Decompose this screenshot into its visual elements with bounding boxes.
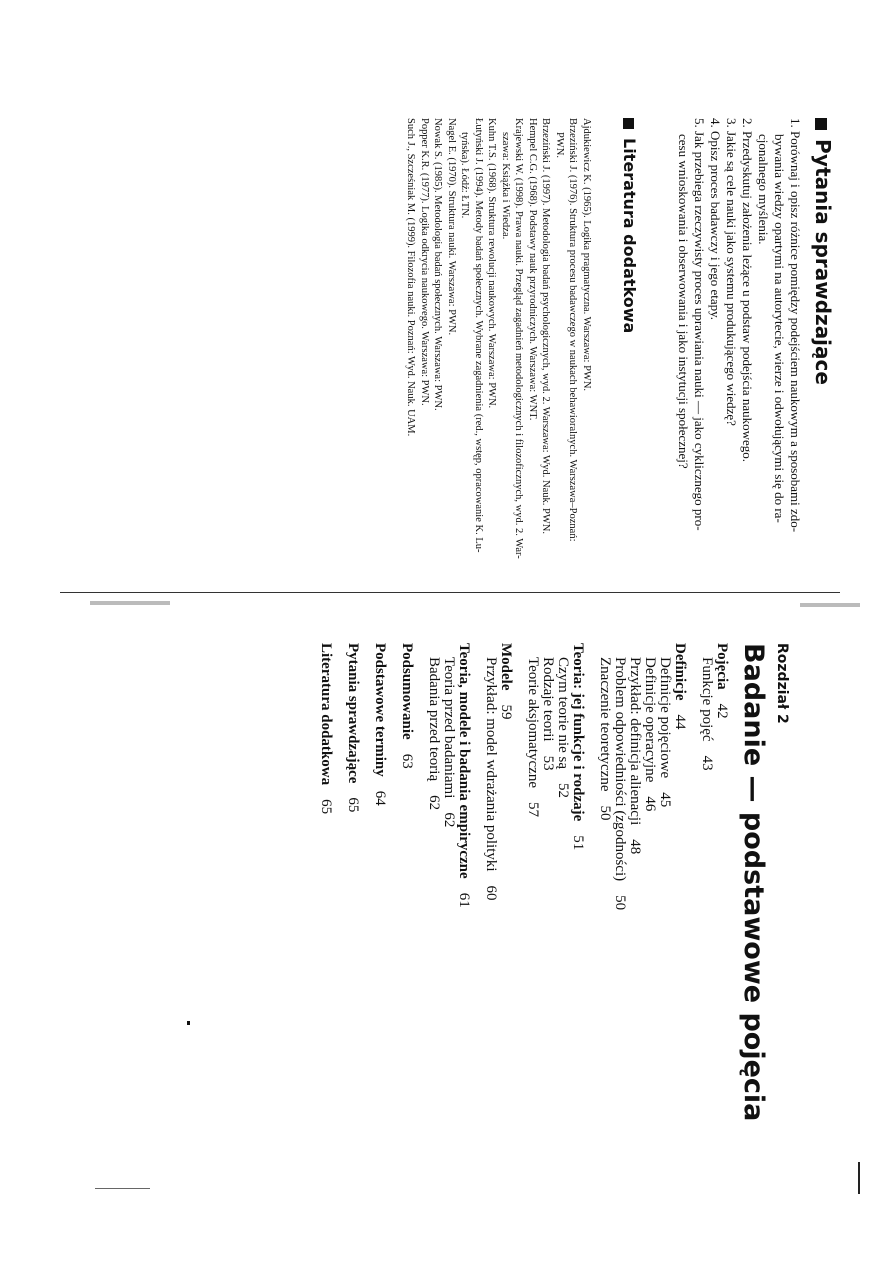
toc-subsection: [441, 643, 456, 1121]
toc-spacer: [687, 643, 699, 1121]
chapter-label: Rozdział 2: [774, 643, 790, 724]
toc-page-number: 62: [426, 795, 442, 811]
toc-page-number: 63: [399, 753, 415, 769]
top-page: [404, 118, 835, 559]
toc-page-number: 48: [627, 839, 643, 855]
toc-spacer: [414, 643, 426, 1121]
toc-page-number: 59: [498, 704, 514, 720]
toc-page-number: 61: [456, 892, 472, 908]
toc-title: Przykład: model wdrażania polityki: [483, 657, 499, 872]
bottom-page: [318, 643, 790, 1121]
toc-list: [318, 643, 729, 1121]
toc-section: [498, 643, 513, 1121]
toc-title: Funkcje pojęć: [699, 657, 715, 742]
toc-title: Definicje pojęciowe: [657, 657, 673, 779]
question-line: cjonalnego myślenia.: [756, 134, 771, 245]
question-line: 1. Porównaj i opisz różnice pomiędzy podejściem naukowym a sposobami zdo-: [788, 118, 803, 533]
question-line: 4. Opisz proces badawczy i jego etapy.: [708, 118, 723, 321]
toc-title: Teoria: jej funkcje i rodzaje: [570, 643, 586, 822]
toc-title: Definicje operacyjne: [642, 657, 658, 783]
literature-entry: Krajewski W. (1998). Prawa nauki. Przegląd zagadnień metodologicznych i filozoficznych, wyd. 2. War-: [513, 118, 525, 559]
scan-dot: [187, 1021, 190, 1025]
question-line: cesu wnioskowania i obserwowania i jako instytucji społecznej?: [676, 134, 691, 469]
square-bullet-icon: [623, 118, 634, 129]
toc-page-number: 42: [714, 703, 730, 719]
toc-subsection: [555, 643, 570, 1121]
toc-page-number: 50: [597, 805, 613, 821]
toc-title: Teorie aksjomatyczne: [525, 657, 541, 788]
literature-entry: Brzeziński J. (1976). Struktura procesu badawczego w naukach behawioralnych. Warszawa–Poznań:: [567, 118, 579, 542]
chapter-title: Badanie — podstawowe pojęcia: [738, 643, 769, 1122]
literature-entry: PWN.: [554, 132, 565, 158]
literature-entry: Brzeziński J. (1997). Metodologia badań psychologicznych, wyd. 2. Warszawa: Wyd. Nauk. PWN.: [540, 118, 552, 535]
toc-subsection: [699, 643, 714, 1121]
toc-title: Definicje: [672, 643, 688, 701]
toc-subsection: [525, 643, 540, 1121]
toc-page-number: 65: [345, 797, 361, 813]
toc-page-number: 52: [555, 783, 571, 799]
toc-title: Teoria przed badaniami: [441, 657, 457, 799]
literature-entry: Ajdukiewicz K. (1965). Logika pragmatyczna. Warszawa: PWN.: [581, 118, 592, 392]
square-bullet-icon: [816, 118, 828, 130]
toc-section: [570, 643, 585, 1121]
toc-title: Problem odpowiedniości (zgodności): [612, 657, 628, 882]
literature-entry: Kuhn T.S. (1968). Struktura rewolucji naukowych. Warszawa: PWN.: [486, 118, 498, 409]
toc-title: Czym teorie nie są: [555, 657, 571, 770]
literature-heading: [619, 118, 639, 559]
toc-page-number: 50: [612, 895, 628, 911]
toc-spacer: [471, 643, 483, 1121]
toc-page-number: 51: [570, 835, 586, 851]
toc-spacer: [333, 643, 345, 1121]
toc-section: [456, 643, 471, 1121]
toc-subsection: [426, 643, 441, 1121]
toc-section: [714, 643, 729, 1121]
toc-title: Badania przed teorią: [426, 657, 442, 782]
toc-title: Pojęcia: [714, 643, 730, 690]
literature-entry: Nagel E. (1970). Struktura nauki. Warszawa: PWN.: [446, 118, 457, 336]
toc-page-number: 65: [318, 799, 334, 815]
literature-list: [404, 118, 593, 559]
question-line: bywania wiedzy opartymi na autorytecie, wierze i odwołującymi się do ra-: [772, 134, 787, 523]
toc-spacer: [585, 643, 597, 1121]
toc-title: Teoria, modele i badania empiryczne: [456, 643, 472, 879]
literature-entry: Łutyński J. (1994). Metody badań społecznych. Wybrane zagadnienia (red., wstęp, opracowanie K. Lu-: [473, 118, 484, 553]
toc-title: Podstawowe terminy: [372, 643, 388, 777]
toc-spacer: [387, 643, 399, 1121]
toc-section: [399, 643, 414, 1121]
toc-subsection: [642, 643, 657, 1121]
toc-page-number: 57: [525, 801, 541, 817]
literature-entry: Such J., Szcześniak M. (1999). Filozofia nauki. Poznań: Wyd. Nauk. UAM.: [405, 118, 417, 437]
toc-title: Literatura dodatkowa: [318, 643, 334, 786]
toc-page-number: 60: [483, 885, 499, 901]
toc-page-number: 45: [657, 792, 673, 808]
toc-page-number: 64: [372, 790, 388, 806]
literature-entry: Nowak S. (1985). Metodologia badań społecznych. Warszawa: PWN.: [432, 118, 444, 411]
toc-title: Rodzaje teorii: [540, 657, 556, 742]
toc-subsection: [612, 643, 627, 1121]
toc-page-number: 62: [441, 812, 457, 828]
toc-title: Podsumowanie: [399, 643, 415, 740]
scan-bracket: [858, 1162, 860, 1194]
page-fold-shadow: [800, 603, 860, 607]
toc-title: Znaczenie teoretyczne: [597, 657, 613, 792]
question-line: 5. Jak przebiega rzeczywisty proces uprawiania nauki — jako cyklicznego pro-: [692, 118, 707, 531]
toc-title: Pytania sprawdzające: [345, 643, 361, 784]
question-line: 3. Jakie są cele nauki jako systemu produkującego wiedzę?: [724, 118, 739, 426]
toc-page-number: 53: [540, 755, 556, 771]
literature-entry: Popper K.R. (1977). Logika odkrycia naukowego. Warszawa: PWN.: [419, 118, 430, 406]
toc-section: [372, 643, 387, 1121]
literature-entry: Hempel C.G. (1968). Podstawy nauk przyrodniczych. Warszawa: WNT.: [527, 118, 538, 421]
toc-page-number: 43: [699, 755, 715, 771]
toc-title: Modele: [498, 643, 514, 691]
toc-page-number: 44: [672, 714, 688, 730]
toc-section: [672, 643, 687, 1121]
questions-heading-text: Pytania sprawdzające: [811, 139, 835, 385]
toc-subsection: [540, 643, 555, 1121]
literature-heading-text: Literatura dodatkowa: [620, 138, 639, 334]
toc-subsection: [657, 643, 672, 1121]
question-line: 2. Przedyskutuj założenia leżące u podstaw podejścia naukowego.: [740, 118, 755, 463]
questions-heading: [811, 118, 835, 559]
scan-dash: [95, 1188, 150, 1189]
page-fold-line: [60, 592, 840, 593]
toc-title: Przykład: definicja alienacji: [627, 657, 643, 826]
toc-subsection: [627, 643, 642, 1121]
toc-subsection: [597, 643, 612, 1121]
toc-spacer: [513, 643, 525, 1121]
toc-spacer: [360, 643, 372, 1121]
page-fold-shadow: [90, 601, 170, 605]
questions-list: [675, 118, 803, 559]
toc-section: [318, 643, 333, 1121]
literature-entry: szawa: Książka i Wiedza.: [500, 132, 511, 240]
toc-subsection: [483, 643, 498, 1121]
toc-page-number: 46: [642, 796, 658, 812]
toc-section: [345, 643, 360, 1121]
literature-entry: tyńska). Łódź: ŁTN.: [459, 132, 471, 219]
